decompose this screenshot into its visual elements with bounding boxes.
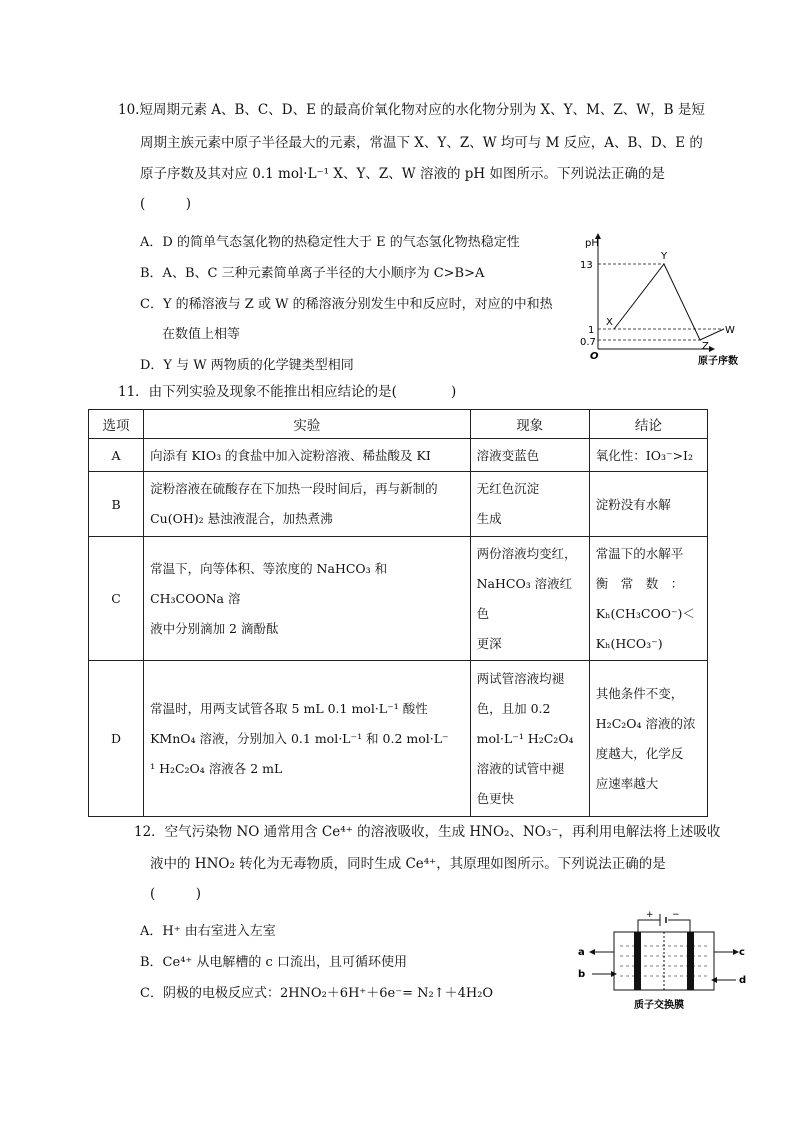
tick-1: 1 <box>588 325 595 336</box>
wire-right <box>668 920 690 935</box>
experiment-table <box>88 409 708 817</box>
point-y-label: Y <box>661 251 668 262</box>
q12-option-b: B．Ce⁴⁺ 从电解槽的 c 口流出，且可循环使用 <box>140 955 407 970</box>
row-b-conclusion: 淀粉没有水解 <box>589 472 707 537</box>
q12-line-2: 液中的 HNO₂ 转化为无毒物质，同时生成 Ce⁴⁺，其原理如图所示。下列说法正确的是 <box>150 856 666 872</box>
ph-graph <box>574 232 764 372</box>
q10-option-b: B．A、B、C 三种元素简单离子半径的大小顺序为 C>B>A <box>140 266 485 281</box>
row-a-conclusion: 氧化性：IO₃⁻>I₂ <box>589 439 707 472</box>
plus-sign: + <box>646 910 654 920</box>
row-d-phenomenon-line-5: 色更快 <box>476 790 515 806</box>
q12-option-a: A．H⁺ 由右室进入左室 <box>140 924 276 939</box>
row-c-experiment <box>144 537 471 661</box>
row-c-phenomenon-line-2: NaHCO₃ 溶液红色 <box>476 575 573 621</box>
row-b-phenomenon <box>470 472 589 537</box>
row-d-experiment-line-2: KMnO₄ 溶液，分别加入 0.1 mol·L⁻¹ 和 0.2 mol·L⁻ <box>150 730 449 746</box>
header-experiment: 实验 <box>144 410 471 439</box>
tick-13: 13 <box>580 260 593 271</box>
row-c-conclusion-line-1: 常温下的水解平 <box>595 545 684 561</box>
row-b-experiment <box>144 472 471 537</box>
y-axis-label: pH <box>585 238 599 249</box>
q10-option-a: A．D 的简单气态氢化物的热稳定性大于 E 的气态氢化物热稳定性 <box>140 235 520 250</box>
port-c-label: c <box>739 947 745 958</box>
row-c-conclusion-line-2: 衡 常 数 ： <box>595 575 684 591</box>
row-a-option: A <box>89 439 144 472</box>
row-b-option: B <box>89 472 144 537</box>
q10-option-c-line-2: 在数值上相等 <box>162 327 241 342</box>
row-c-conclusion <box>589 537 707 661</box>
q12-option-c: C．阴极的电极反应式：2HNO₂＋6H⁺＋6e⁻= N₂↑＋4H₂O <box>140 986 494 1001</box>
row-d-experiment <box>144 661 471 817</box>
row-d-phenomenon-line-4: 溶液的试管中褪 <box>476 760 565 776</box>
row-d-conclusion <box>589 661 707 817</box>
row-d-option: D <box>89 661 144 817</box>
row-b-phenomenon-line-1: 无红色沉淀 <box>476 481 540 496</box>
q10-line-2: 周期主族元素中原子半径最大的元素，常温下 X、Y、Z、W 均可与 M 反应，A、B、D、E 的 <box>140 135 703 151</box>
row-d-conclusion-line-1: 其他条件不变， <box>595 685 684 701</box>
row-d-phenomenon-line-1: 两试管溶液均褪 <box>476 670 565 686</box>
row-d-conclusion-line-2: H₂C₂O₄ 溶液的浓 <box>595 715 696 731</box>
port-a-label: a <box>578 947 585 958</box>
header-option: 选项 <box>89 410 144 439</box>
row-c-phenomenon <box>470 537 589 661</box>
row-d-conclusion-line-4: 应速率越大 <box>595 775 659 791</box>
q11-stem: 11．由下列实验及现象不能推出相应结论的是( ) <box>118 384 457 400</box>
row-d-phenomenon <box>470 661 589 817</box>
row-d-conclusion-line-3: 度越大，化学反 <box>595 745 684 761</box>
q10-line-3: 原子序数及其对应 0.1 mol·L⁻¹ X、Y、Z、W 溶液的 pH 如图所示。下列说法正确的是 <box>140 166 665 182</box>
row-a-phenomenon: 溶液变蓝色 <box>470 439 589 472</box>
point-z-label: Z <box>702 341 709 352</box>
tick-0-7: 0.7 <box>580 337 596 348</box>
q12-line-1: 12．空气污染物 NO 通常用含 Ce⁴⁺ 的溶液吸收，生成 HNO₂、NO₃⁻，再利用电解法将上述吸收 <box>134 824 721 840</box>
header-conclusion: 结论 <box>589 410 707 439</box>
row-c-conclusion-line-3: Kₕ(CH₃COO⁻)＜ <box>595 605 695 621</box>
port-d-label: d <box>739 975 747 986</box>
q10-line-1: 10.短周期元素 A、B、C、D、E 的最高价氧化物对应的水化物分别为 X、Y、M、Z、W，B 是短 <box>118 102 705 118</box>
row-b-experiment-line-2: Cu(OH)₂ 悬浊液混合，加热煮沸 <box>150 511 333 526</box>
q10-option-d: D．Y 与 W 两物质的化学键类型相同 <box>140 358 354 373</box>
row-c-option: C <box>89 537 144 661</box>
row-b-experiment-line-1: 淀粉溶液在硫酸存在下加热一段时间后，再与新制的 <box>150 481 438 496</box>
q12-answer-paren: ( ) <box>150 886 202 902</box>
origin-label: O <box>590 351 599 362</box>
row-a-experiment: 向添有 KIO₃ 的食盐中加入淀粉溶液、稀盐酸及 KI <box>144 439 471 472</box>
row-c-experiment-line-1: 常温下，向等体积、等浓度的 NaHCO₃ 和 CH₃COONa 溶 <box>150 560 388 606</box>
table-header-row <box>89 410 708 439</box>
point-w-label: W <box>725 325 735 336</box>
right-electrode <box>687 932 694 990</box>
port-b-label: b <box>578 969 586 980</box>
left-electrode <box>634 932 641 990</box>
table-row-d <box>89 661 708 817</box>
table-row-b <box>89 472 708 537</box>
row-d-phenomenon-line-3: mol·L⁻¹ H₂C₂O₄ <box>476 730 574 746</box>
x-axis-label: 原子序数 <box>698 356 738 367</box>
point-x-label: X <box>606 317 613 328</box>
table-row-a <box>89 439 708 472</box>
row-b-phenomenon-line-2: 生成 <box>476 511 502 526</box>
q10-option-c-line-1: C．Y 的稀溶液与 Z 或 W 的稀溶液分别发生中和反应时，对应的中和热 <box>140 297 553 312</box>
minus-sign: − <box>672 910 680 920</box>
table-row-c <box>89 537 708 661</box>
row-c-phenomenon-line-1: 两份溶液均变红， <box>476 545 577 561</box>
row-c-phenomenon-line-3: 更深 <box>476 635 502 651</box>
membrane-label: 质子交换膜 <box>634 1000 684 1011</box>
q10-answer-paren: ( ) <box>140 196 192 212</box>
wire-left <box>638 920 660 935</box>
row-d-experiment-line-1: 常温时，用两支试管各取 5 mL 0.1 mol·L⁻¹ 酸性 <box>150 700 428 716</box>
header-phenomenon: 现象 <box>470 410 589 439</box>
row-c-experiment-line-2: 液中分别滴加 2 滴酚酞 <box>150 620 279 636</box>
row-c-conclusion-line-4: Kₕ(HCO₃⁻) <box>595 635 663 651</box>
electrolysis-diagram <box>574 908 750 1014</box>
row-d-experiment-line-3: ¹ H₂C₂O₄ 溶液各 2 mL <box>150 760 283 776</box>
row-d-phenomenon-line-2: 色，且加 0.2 <box>476 700 551 716</box>
